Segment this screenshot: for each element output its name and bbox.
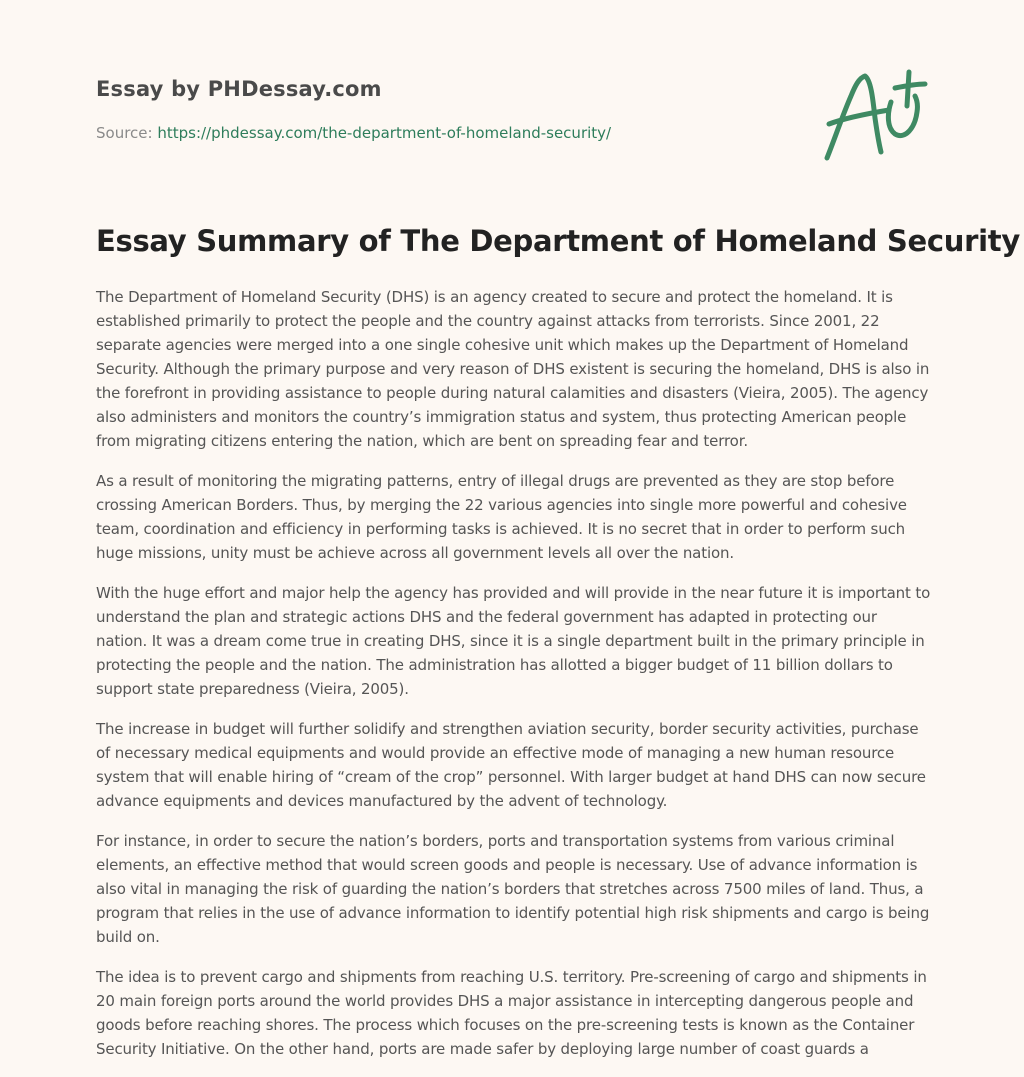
source-line	[96, 124, 611, 142]
article-title: Essay Summary of The Department of Homeland Security	[96, 224, 1020, 258]
paragraph: With the huge effort and major help the agency has provided and will provide in the near future it is important to understand the plan and strategic actions DHS and the federal government has adapted in protecting our nation. It was a dream come true in creating DHS, since it is a single department built in the primary principle in protecting the people and the nation. The administration has allotted a bigger budget of 11 billion dollars to support state preparedness (Vieira, 2005).	[96, 584, 931, 698]
source-link[interactable]: https://phdessay.com/the-department-of-homeland-security/	[157, 124, 612, 142]
paragraph: The idea is to prevent cargo and shipments from reaching U.S. territory. Pre-screening of cargo and shipments in 20 main foreign ports around the world provides DHS a major assistance in intercepting dangerous people and goods before reaching shores. The process which focuses on the pre-screening tests is known as the Container Security Initiative. On the other hand, ports are made safer by deploying large number of coast guards a	[96, 968, 927, 1058]
source-label: Source:	[96, 124, 158, 142]
paragraph: For instance, in order to secure the nation’s borders, ports and transportation systems from various criminal elements, an effective method that would screen goods and people is necessary. Use of advance information is also vital in managing the risk of guarding the nation’s borders that stretches across 7500 miles of land. Thus, a program that relies in the use of advance information to identify potential high risk shipments and cargo is being build on.	[96, 832, 930, 946]
a-plus-icon	[821, 66, 931, 166]
paragraph: The Department of Homeland Security (DHS) is an agency created to secure and protect the homeland. It is established primarily to protect the people and the country against attacks from terrorists. Since 2001, 22 separate agencies were merged into a one single cohesive unit which makes up the Department of Homeland Security. Although the primary purpose and very reason of DHS existent is securing the homeland, DHS is also in the forefront in providing assistance to people during natural calamities and disasters (Vieira, 2005). The agency also administers and monitors the country’s immigration status and system, thus protecting American people from migrating citizens entering the nation, which are bent on spreading fear and terror.	[96, 288, 930, 450]
site-brand: Essay by PHDessay.com	[96, 77, 382, 101]
paragraph: As a result of monitoring the migrating patterns, entry of illegal drugs are prevented as they are stop before crossing American Borders. Thus, by merging the 22 various agencies into single more powerful and cohesive team, coordination and efficiency in performing tasks is achieved. It is no secret that in order to perform such huge missions, unity must be achieve across all government levels all over the nation.	[96, 472, 907, 562]
paragraph: The increase in budget will further solidify and strengthen aviation security, border security activities, purchase of necessary medical equipments and would provide an effective mode of managing a new human resource system that will enable hiring of “cream of the crop” personnel. With larger budget at hand DHS can now secure advance equipments and devices manufactured by the advent of technology.	[96, 720, 926, 810]
article-body	[96, 285, 932, 1077]
